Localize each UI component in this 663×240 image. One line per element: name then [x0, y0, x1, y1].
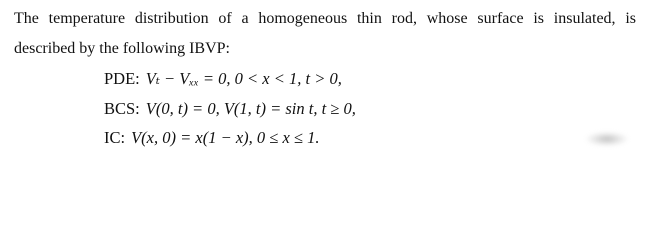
boundary-conditions [104, 94, 356, 124]
blur-smudge [586, 132, 628, 146]
problem-line-1: The temperature distribution of a homogeneous thin rod, whose surface is insulated, is [14, 10, 636, 27]
ic-expression: V(x, 0) = x(1 − x), 0 ≤ x ≤ 1. [131, 128, 320, 147]
problem-paragraph [14, 4, 654, 64]
pde-expression: Vₜ − Vₓₓ = 0, 0 < x < 1, t > 0, [145, 69, 342, 88]
ibvp-equations [104, 64, 356, 153]
pde-equation [104, 64, 356, 94]
problem-line-2: described by the following IBVP: [14, 40, 230, 57]
pde-label: PDE: [104, 69, 140, 88]
problem-statement [14, 4, 654, 64]
bcs-expression: V(0, t) = 0, V(1, t) = sin t, t ≥ 0, [145, 98, 356, 118]
ic-label: IC: [104, 128, 126, 147]
bcs-label: BCS: [104, 98, 140, 118]
initial-condition [104, 123, 356, 153]
